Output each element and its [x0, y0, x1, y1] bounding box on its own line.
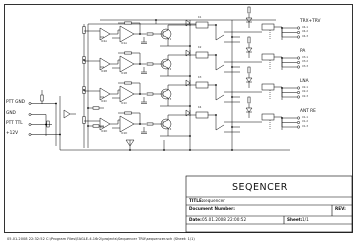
relay-designator: K3 — [198, 76, 202, 79]
indicator-led-symbol — [246, 108, 252, 112]
junction-dot — [215, 84, 217, 86]
sheet-label: Sheet: — [287, 217, 303, 222]
reference-opamp-designator: IC2D — [101, 130, 108, 133]
output-pin-label: X1-2 — [302, 120, 309, 124]
document-number-label: Document Number: — [189, 206, 235, 211]
junction-dot — [139, 33, 141, 35]
junction-dot — [281, 27, 283, 29]
output-terminal — [297, 91, 299, 93]
output-pin-label: X2-3 — [302, 94, 309, 98]
reference-opamp-symbol — [100, 118, 110, 130]
transistor-designator: T1 — [168, 38, 172, 41]
junction-dot — [281, 57, 283, 59]
comparator-opamp-designator: IC1D — [121, 132, 128, 135]
output-pin-label: X1-1 — [302, 115, 309, 119]
input-resistor — [41, 95, 43, 101]
relay-coil-symbol — [196, 52, 208, 58]
junction-dot — [45, 124, 47, 126]
relay-coil-symbol — [196, 22, 208, 28]
output-pin-label: X3-2 — [302, 60, 309, 64]
output-relay-symbol — [262, 24, 274, 30]
comparator-opamp-symbol — [120, 26, 134, 42]
junction-dot — [163, 149, 165, 151]
output-terminal — [297, 31, 299, 33]
output-pin-label: X2-1 — [302, 85, 309, 89]
junction-dot — [189, 135, 191, 137]
output-relay-symbol — [262, 114, 274, 120]
input-label: +12V — [6, 130, 19, 136]
junction-dot — [231, 149, 233, 151]
output-terminal — [297, 57, 299, 59]
output-terminal — [297, 117, 299, 119]
output-terminal — [297, 96, 299, 98]
title-field-label: TITLE: — [189, 198, 204, 203]
reference-opamp-symbol — [100, 88, 110, 100]
circuit-lines — [29, 7, 300, 151]
relay-contact — [216, 35, 224, 40]
output-terminal — [297, 126, 299, 128]
output-pin-label: X3-1 — [302, 55, 309, 59]
input-terminal — [29, 133, 31, 135]
reference-opamp-designator: IC2C — [101, 100, 108, 103]
reference-opamp-symbol — [100, 28, 110, 40]
divider-resistor — [93, 125, 99, 127]
junction-dot — [231, 96, 233, 98]
junction-dot — [189, 105, 191, 107]
comparator-opamp-symbol — [120, 56, 134, 72]
junction-dot — [231, 126, 233, 128]
relay-designator: K4 — [198, 106, 202, 109]
input-terminal — [29, 113, 31, 115]
relay-designator: K2 — [198, 46, 202, 49]
output-pin-label: X4-1 — [302, 25, 309, 29]
comparator-opamp-symbol — [120, 116, 134, 132]
sheet-title: SEQENCER — [232, 182, 288, 193]
input-resistor — [47, 121, 49, 127]
output-group-label: PA — [300, 49, 306, 54]
led-resistor — [248, 37, 250, 43]
output-relay-symbol — [262, 54, 274, 60]
output-group-label: LNA — [300, 79, 309, 84]
base-resistor — [147, 33, 153, 35]
feedback-resistor — [125, 22, 132, 24]
junction-dot — [139, 93, 141, 95]
revision-label: REV: — [335, 206, 346, 211]
output-terminal — [297, 27, 299, 29]
input-terminal — [29, 102, 31, 104]
junction-dot — [59, 134, 61, 136]
junction-dot — [215, 114, 217, 116]
input-label: GND — [6, 110, 16, 116]
output-pin-label: X3-3 — [302, 64, 309, 68]
relay-contact — [216, 95, 224, 100]
output-pin-label: X4-3 — [302, 34, 309, 38]
junction-dot — [155, 19, 157, 21]
base-resistor — [147, 63, 153, 65]
junction-dot — [83, 89, 85, 91]
sheet-number: 1/1 — [302, 217, 309, 222]
input-label: PTT GND — [6, 99, 25, 105]
junction-dot — [139, 123, 141, 125]
junction-dot — [281, 117, 283, 119]
output-terminal — [297, 66, 299, 68]
title-field-value: sequencer — [203, 198, 225, 203]
junction-dot — [231, 66, 233, 68]
output-relay-symbol — [262, 84, 274, 90]
junction-dot — [231, 36, 233, 38]
junction-dot — [215, 24, 217, 26]
comparator-opamp-symbol — [120, 86, 134, 102]
reference-opamp-designator: IC2B — [101, 70, 108, 73]
junction-dot — [281, 87, 283, 89]
led-resistor — [248, 97, 250, 103]
reference-opamp-designator: IC2A — [101, 40, 108, 43]
comparator-opamp-designator: IC1B — [121, 72, 128, 75]
comparator-opamp-designator: IC1A — [121, 42, 128, 45]
junction-dot — [129, 149, 131, 151]
reference-opamp-symbol — [100, 58, 110, 70]
comparator-opamp-designator: IC1C — [121, 102, 128, 105]
junction-dot — [189, 45, 191, 47]
junction-dot — [87, 107, 89, 109]
output-terminal — [297, 87, 299, 89]
base-resistor — [147, 93, 153, 95]
relay-designator: K1 — [198, 16, 202, 19]
relay-coil-symbol — [196, 82, 208, 88]
input-label: PTT TTL — [6, 120, 23, 126]
output-group-label: ANT RE — [300, 109, 316, 114]
relay-coil-symbol — [196, 112, 208, 118]
base-resistor — [147, 123, 153, 125]
feedback-resistor — [125, 112, 132, 114]
feedback-resistor — [125, 82, 132, 84]
input-terminal — [29, 123, 31, 125]
indicator-led-symbol — [246, 48, 252, 52]
relay-contact — [216, 65, 224, 70]
indicator-led-symbol — [246, 78, 252, 82]
date-label: Date: — [189, 217, 202, 222]
feedback-resistor — [125, 52, 132, 54]
junction-dot — [83, 59, 85, 61]
divider-resistor — [83, 27, 85, 34]
relay-contact — [216, 125, 224, 130]
date-value: 05.01.2008 22:00:52 — [202, 217, 247, 222]
output-pin-label: X1-3 — [302, 124, 309, 128]
junction-dot — [87, 125, 89, 127]
divider-resistor — [93, 107, 99, 109]
junction-dot — [189, 75, 191, 77]
output-terminal — [297, 36, 299, 38]
print-footer: 05.01.2008 22:32:52 C:\Program Files\EAGLE-4.16r2\projects\Sequencer TRX\sequencer.sch (Sheet: 1/1) — [7, 237, 195, 241]
junction-dot — [55, 103, 57, 105]
junction-dot — [189, 149, 191, 151]
led-resistor — [248, 67, 250, 73]
output-pin-label: X4-2 — [302, 30, 309, 34]
divider-resistor — [83, 117, 85, 124]
transistor-designator: T2 — [168, 68, 172, 71]
junction-dot — [139, 63, 141, 65]
led-resistor — [248, 7, 250, 13]
drawing-frame — [5, 5, 353, 233]
transistor-designator: T4 — [168, 128, 172, 131]
input-transistor-symbol — [64, 110, 70, 118]
output-pin-label: X2-2 — [302, 90, 309, 94]
output-terminal — [297, 61, 299, 63]
junction-dot — [215, 54, 217, 56]
output-group-label: TRX+TRV — [300, 19, 321, 24]
output-terminal — [297, 121, 299, 123]
transistor-designator: T3 — [168, 98, 172, 101]
